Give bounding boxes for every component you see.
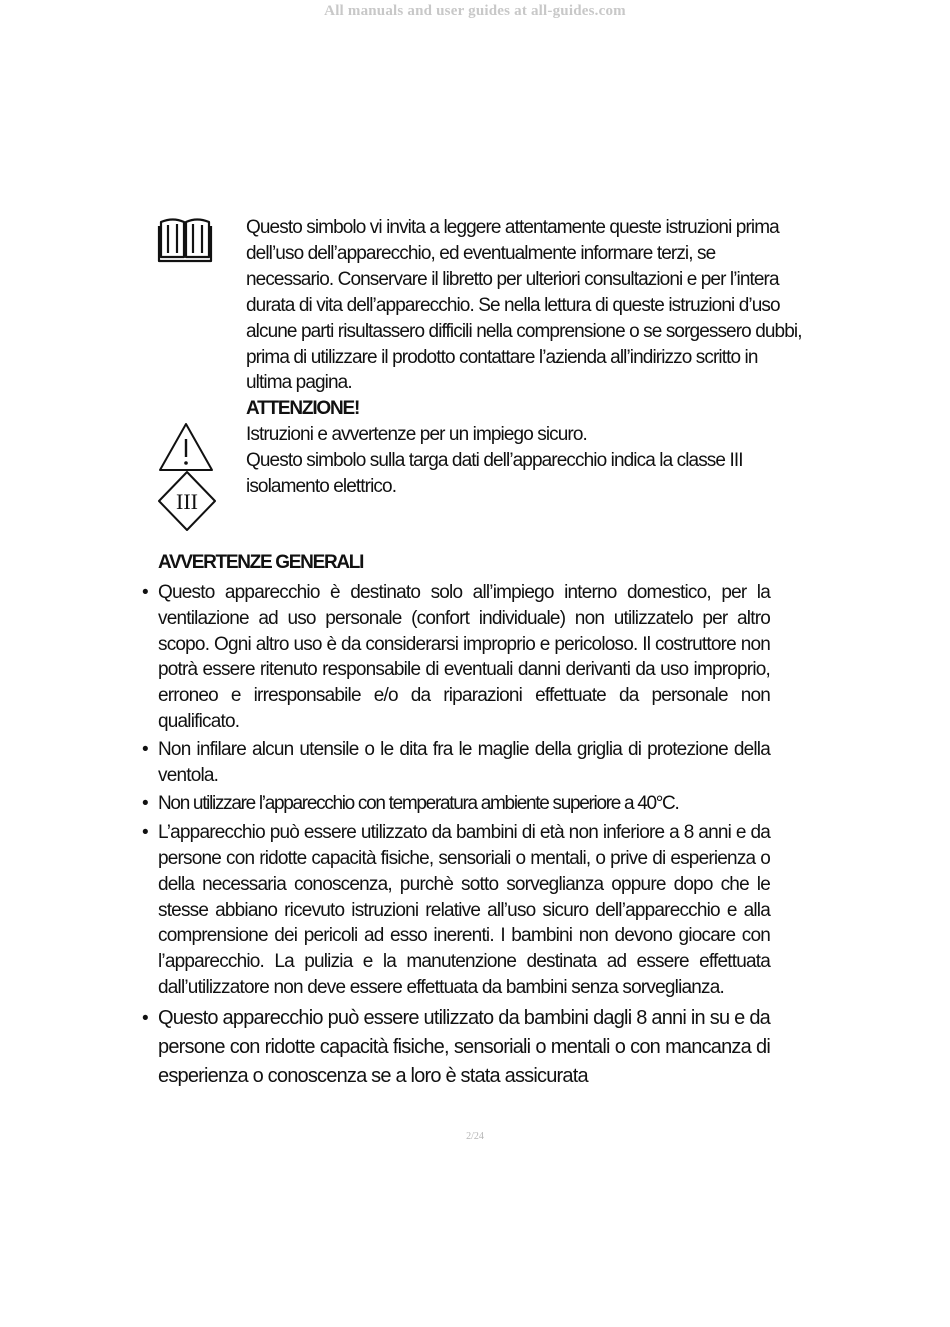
list-item: • Non utilizzare l’apparecchio con temperatura ambiente superiore a 40°C. (158, 791, 770, 817)
list-item: • L’apparecchio può essere utilizzato da bambini di età non inferiore a 8 anni e da persone con ridotte capacità fisiche, sensoriali o mentali, o prive di esperienza o della necessaria conoscenza, purchè sotto sorveglianza oppure dopo che le stesse abbiano ricevuto istruzioni relative all’uso sicuro dell’apparecchio e alla comprensione dei pericoli ad esso inerenti. I bambini non devono giocare con l’apparecchio. La pulizia e la manutenzione destinata ad essere effettuata dall’utilizzatore non deve essere effettuata da bambini senza sorveglianza. (158, 820, 770, 1001)
safety-text: Istruzioni e avvertenze per un impiego sicuro. (246, 424, 587, 446)
book-icon (157, 215, 213, 263)
section-title: AVVERTENZE GENERALI (158, 552, 364, 573)
warnings-list (158, 580, 770, 1091)
list-item: • Questo apparecchio è destinato solo all’impiego interno domestico, per la ventilazione ad uso personale (confort individuale) non utilizzatelo per altro scopo. Ogni altro uso è da considerarsi improprio e pericoloso. Il costruttore non potrà essere ritenuto responsabile di eventuali danni derivanti da uso improprio, erroneo e irresponsabile e/o da riparazioni effettuate da personale non qualificato. (158, 580, 770, 735)
read-instructions-text: Questo simbolo vi invita a leggere attentamente queste istruzioni prima dell’uso dell’apparecchio, ed eventualmente informare terzi, se necessario. Conservare il libretto per ulteriori consultazioni e per l’intera durata di vita dell’apparecchio. Se nella lettura di queste istruzioni d’uso alcune parti risultassero difficili nella comprensione o se sorgessero dubbi, prima di utilizzare il prodotto contattare l’azienda all’indirizzo scritto in ultima pagina. (246, 217, 802, 394)
class-iii-diamond-icon (157, 470, 217, 532)
class-iii-label: III (176, 489, 198, 514)
page-number: 2/24 (466, 1131, 484, 1142)
intro-block (246, 215, 806, 500)
warning-triangle-icon (157, 421, 215, 473)
list-item: • Questo apparecchio può essere utilizzato da bambini dagli 8 anni in su e da persone con ridotte capacità fisiche, sensoriali o mentali o con mancanza di esperienza o conoscenza se a loro è stata assicurata (158, 1004, 770, 1091)
watermark-text: All manuals and user guides at all-guides.com (324, 3, 626, 19)
class3-text: Questo simbolo sulla targa dati dell’apparecchio indica la classe III isolamento elettrico. (246, 450, 743, 498)
list-item: • Non infilare alcun utensile o le dita fra le maglie della griglia di protezione della ventola. (158, 737, 770, 789)
attention-title: ATTENZIONE! (246, 398, 360, 420)
